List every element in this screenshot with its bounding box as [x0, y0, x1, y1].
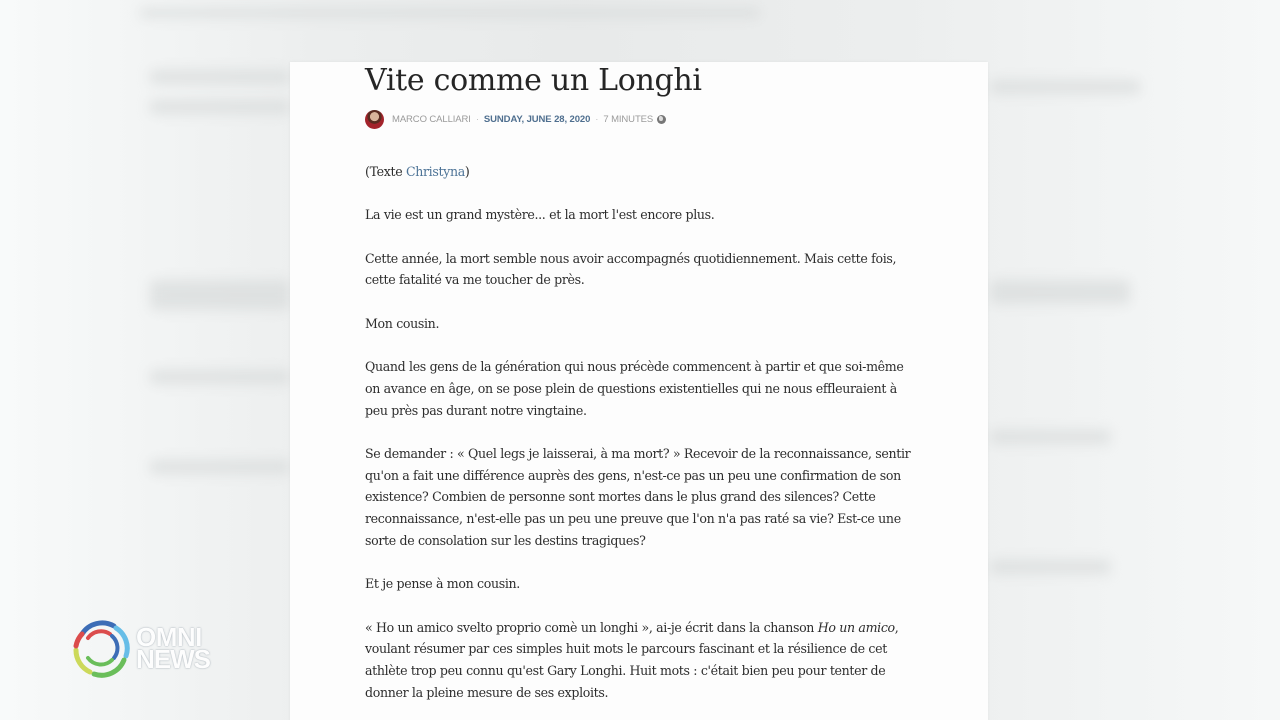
meta-separator: ·: [595, 113, 599, 125]
paragraph: Se demander : « Quel legs je laisserai, à ma mort? » Recevoir de la reconnaissance, sentir qu'on a fait une différence auprès des gens, n'est-ce pas un peu une confirmation de son existence? Combien de personne sont mortes dans le plus grand des silences? Cette reconnaissance, n'est-elle pas un peu une preuve que l'on n'a pas raté sa vie? Est-ce une sorte de consolation sur les destins tragiques?: [365, 445, 911, 549]
read-time: 7 MINUTES: [603, 113, 654, 125]
omni-swirl-logo-icon: [68, 616, 132, 680]
article-title: Vite comme un Longhi: [365, 63, 702, 98]
paragraph: La vie est un grand mystère... et la mort l'est encore plus.: [365, 207, 715, 223]
article-card: [290, 62, 988, 720]
credit-link[interactable]: Christyna: [405, 164, 465, 179]
credit-prefix: (Texte: [365, 164, 406, 179]
paragraph: Et je pense à mon cousin.: [365, 576, 520, 592]
article-body: [365, 161, 915, 704]
omni-news-wordmark: [136, 622, 210, 674]
song-title: Ho un amico: [817, 619, 895, 635]
paragraph: [365, 617, 915, 704]
text-span: « Ho un amico svelto proprio comè un longhi », ai-je écrit dans la chanson: [365, 619, 818, 635]
logo-line-news: NEWS: [136, 644, 210, 674]
article-meta: [365, 108, 915, 130]
paragraph: Cette année, la mort semble nous avoir accompagnés quotidiennement. Mais cette fois, cette fatalité va me toucher de près.: [365, 250, 897, 288]
omni-news-logo: [68, 616, 210, 680]
text-span: , voulant résumer par ces simples huit mots le parcours fascinant et la résilience de cet athlète trop peu connu qu'est Gary Longhi. Huit mots : c'était bien peu pour tenter de donner la pleine mesure de ses exploits.: [365, 619, 899, 701]
logo-line-omni: OMNI: [136, 622, 202, 652]
credit-paragraph: [365, 161, 915, 183]
globe-icon: [657, 115, 666, 124]
author-avatar[interactable]: [365, 110, 384, 129]
paragraph: Quand les gens de la génération qui nous précède commencent à partir et que soi-même on avance en âge, on se pose plein de questions existentielles qui ne nous effleuraient à peu près pas durant notre vingtaine.: [365, 358, 904, 418]
credit-suffix: ): [464, 164, 470, 179]
paragraph: Mon cousin.: [365, 315, 440, 331]
meta-separator: ·: [475, 113, 479, 125]
author-name[interactable]: MARCO CALLIARI: [392, 113, 471, 125]
publish-date[interactable]: SUNDAY, JUNE 28, 2020: [483, 113, 591, 125]
